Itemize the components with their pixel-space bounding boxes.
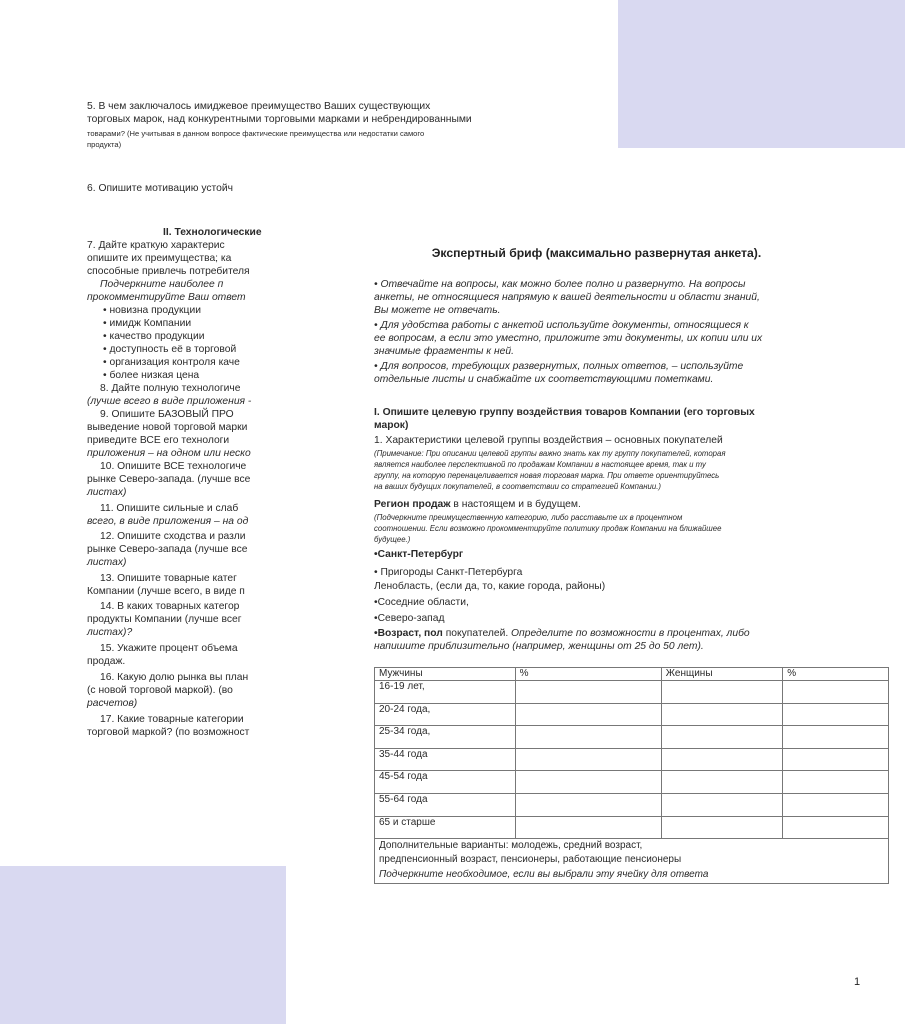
- header-women: Женщины: [661, 668, 783, 681]
- back-line: 16. Какую долю рынка вы план: [100, 672, 249, 683]
- q5-line-4: продукта): [87, 140, 122, 149]
- extra-options-hint: Подчеркните необходимое, если вы выбрали эту ячейку для ответа: [379, 868, 709, 880]
- region-option: • Пригороды Санкт-Петербурга: [374, 567, 523, 578]
- region-option: •Санкт-Петербург: [374, 549, 464, 560]
- region-option: Ленобласть, (если да, то, какие города, районы): [374, 581, 606, 592]
- table-row: [375, 703, 889, 726]
- back-line: рынке Северо-запада (лучше все: [87, 544, 248, 555]
- region-note-line: (Подчеркните преимущественную категорию, либо расставьте их в процентном: [374, 513, 683, 522]
- back-line: выведение новой торговой марки: [87, 422, 248, 433]
- section-2-heading: II. Технологические: [163, 227, 262, 238]
- front-document-page: [288, 148, 905, 1024]
- empty-cell[interactable]: [515, 726, 661, 749]
- page-number: 1: [854, 976, 861, 988]
- back-bullet: • новизна продукции: [103, 305, 201, 316]
- age-range: 35-44 года: [375, 748, 516, 771]
- note-line: группу, на которую перенацеливается новая торговая марка. При ответе ориентируйтесь: [374, 471, 720, 480]
- region-note-line: будущее.): [374, 535, 411, 544]
- empty-cell[interactable]: [783, 703, 889, 726]
- instruction-line: • Отвечайте на вопросы, как можно более полно и развернуто. На вопросы: [374, 279, 746, 290]
- age-range: 45-54 года: [375, 771, 516, 794]
- back-line: листах)?: [87, 627, 133, 638]
- table-row: [375, 793, 889, 816]
- back-bullet: • организация контроля каче: [103, 357, 240, 368]
- q5-line-2: торговых марок, над конкурентными торговыми марками и небрендированными: [87, 114, 472, 125]
- back-bullet: • имидж Компании: [103, 318, 192, 329]
- back-line: (лучше всего в виде приложения -: [87, 396, 252, 407]
- empty-cell[interactable]: [515, 703, 661, 726]
- table-row: [375, 681, 889, 704]
- region-heading: [374, 498, 581, 511]
- extra-options-line: предпенсионный возраст, пенсионеры, работающие пенсионеры: [379, 854, 682, 866]
- extra-options-line: Дополнительные варианты: молодежь, средний возраст,: [379, 840, 643, 852]
- header-percent: %: [515, 668, 661, 681]
- back-line: способные привлечь потребителя: [87, 266, 250, 277]
- instruction-line: анкеты, не относящиеся напрямую к вашей деятельности и области знаний,: [374, 292, 760, 303]
- region-heading-bold: Регион продаж: [374, 499, 451, 510]
- empty-cell[interactable]: [661, 726, 783, 749]
- empty-cell[interactable]: [661, 816, 783, 839]
- age-range: 20-24 года,: [375, 703, 516, 726]
- note-line: (Примечание: При описании целевой группы важно знать как ту группу покупателей, которая: [374, 449, 726, 458]
- region-note-line: соотношении. Если возможно прокомментируйте политику продаж Компании на ближайшее: [374, 524, 722, 533]
- empty-cell[interactable]: [783, 793, 889, 816]
- age-range: 25-34 года,: [375, 726, 516, 749]
- back-line: опишите их преимущества; ка: [87, 253, 232, 264]
- extra-options-cell[interactable]: [375, 839, 889, 884]
- back-line: 12. Опишите сходства и разли: [100, 531, 246, 542]
- q6-text: 6. Опишите мотивацию устойч: [87, 183, 233, 194]
- age-heading: [374, 627, 750, 640]
- back-line: (с новой торговой маркой). (во: [87, 685, 233, 696]
- back-line: расчетов): [87, 698, 138, 709]
- empty-cell[interactable]: [661, 748, 783, 771]
- empty-cell[interactable]: [783, 771, 889, 794]
- empty-cell[interactable]: [515, 748, 661, 771]
- age-heading-italic: Определите по возможности в процентах, либо: [511, 628, 750, 639]
- empty-cell[interactable]: [661, 703, 783, 726]
- note-line: является наиболее перспективной по продажам Компании в настоящее время, так и ту: [374, 460, 706, 469]
- table-row: [375, 726, 889, 749]
- table-extra-row: [375, 839, 889, 884]
- q5-line-3: товарами? (Не учитывая в данном вопросе фактические преимущества или недостатки самого: [87, 129, 425, 138]
- instruction-line: отдельные листы и снабжайте их соответствующими пометками.: [374, 374, 714, 385]
- brief-title: Экспертный бриф (максимально развернутая анкета).: [431, 246, 762, 260]
- back-line: 8. Дайте полную технологиче: [100, 383, 241, 394]
- empty-cell[interactable]: [661, 681, 783, 704]
- age-heading-rest: покупателей.: [442, 628, 512, 639]
- back-page-cropped-column: [0, 0, 288, 866]
- back-line: 9. Опишите БАЗОВЫЙ ПРО: [100, 409, 234, 420]
- table-header-row: [375, 668, 889, 681]
- empty-cell[interactable]: [661, 771, 783, 794]
- instruction-line: • Для удобства работы с анкетой используйте документы, относящиеся к: [374, 320, 749, 331]
- empty-cell[interactable]: [515, 681, 661, 704]
- table-row: [375, 771, 889, 794]
- empty-cell[interactable]: [783, 726, 889, 749]
- back-line: прокомментируйте Ваш ответ: [87, 292, 246, 303]
- back-line: 14. В каких товарных категор: [100, 601, 240, 612]
- back-line: 15. Укажите процент объема: [100, 643, 238, 654]
- empty-cell[interactable]: [515, 816, 661, 839]
- empty-cell[interactable]: [783, 816, 889, 839]
- back-line: Подчеркните наиболее п: [100, 279, 224, 290]
- back-line: листах): [87, 487, 127, 498]
- note-line: на ваших будущих покупателей, в соответствии со стратегией Компании.): [374, 482, 661, 491]
- age-heading-bold: •Возраст, пол: [374, 628, 443, 639]
- back-line: 11. Опишите сильные и слаб: [100, 503, 239, 514]
- back-line: 13. Опишите товарные катег: [100, 573, 237, 584]
- back-line: продаж.: [87, 656, 126, 667]
- back-line: продукты Компании (лучше всег: [87, 614, 242, 625]
- header-percent: %: [783, 668, 889, 681]
- back-line: Компании (лучше всего, в виде п: [87, 586, 245, 597]
- empty-cell[interactable]: [783, 748, 889, 771]
- back-line: 17. Какие товарные категории: [100, 714, 244, 725]
- empty-cell[interactable]: [783, 681, 889, 704]
- region-option: •Северо-запад: [374, 613, 445, 624]
- header-men: Мужчины: [375, 668, 516, 681]
- section-1-heading-cont: марок): [374, 420, 409, 431]
- back-line: листах): [87, 557, 127, 568]
- decorative-block-bottom: [0, 866, 286, 1024]
- age-range: 55-64 года: [375, 793, 516, 816]
- decorative-block-top: [618, 0, 905, 148]
- back-line: приложения – на одном или неско: [87, 448, 251, 459]
- table-row: [375, 816, 889, 839]
- region-option: •Соседние области,: [374, 597, 469, 608]
- empty-cell[interactable]: [515, 793, 661, 816]
- instruction-line: • Для вопросов, требующих развернутых, полных ответов, – используйте: [374, 361, 744, 372]
- table-row: [375, 748, 889, 771]
- region-heading-rest: в настоящем и в будущем.: [450, 499, 581, 510]
- age-gender-table: [374, 667, 889, 884]
- age-range: 65 и старше: [375, 816, 516, 839]
- age-range: 16-19 лет,: [375, 681, 516, 704]
- back-line: всего, в виде приложения – на од: [87, 516, 249, 527]
- age-heading-line-2: напишите приблизительно (например, женщины от 25 до 50 лет).: [374, 641, 704, 652]
- section-1-heading: I. Опишите целевую группу воздействия товаров Компании (его торговых: [374, 407, 755, 418]
- back-bullet: • более низкая цена: [103, 370, 200, 381]
- back-line: приведите ВСЕ его технологи: [87, 435, 230, 446]
- back-line: 7. Дайте краткую характерис: [87, 240, 225, 251]
- instruction-line: Вы можете не отвечать.: [374, 305, 501, 316]
- instruction-line: ее вопросам, а если это уместно, приложите эти документы, их копии или их: [374, 333, 763, 344]
- back-line: рынке Северо-запада. (лучше все: [87, 474, 251, 485]
- empty-cell[interactable]: [661, 793, 783, 816]
- back-line: 10. Опишите ВСЕ технологиче: [100, 461, 247, 472]
- back-bullet: • доступность её в торговой: [103, 344, 237, 355]
- empty-cell[interactable]: [515, 771, 661, 794]
- back-bullet: • качество продукции: [103, 331, 205, 342]
- back-line: торговой маркой? (по возможност: [87, 727, 250, 738]
- instruction-line: значимые фрагменты к ней.: [374, 346, 514, 357]
- item-1-text: 1. Характеристики целевой группы воздействия – основных покупателей: [374, 435, 723, 446]
- q5-line-1: 5. В чем заключалось имиджевое преимущество Ваших существующих: [87, 101, 431, 112]
